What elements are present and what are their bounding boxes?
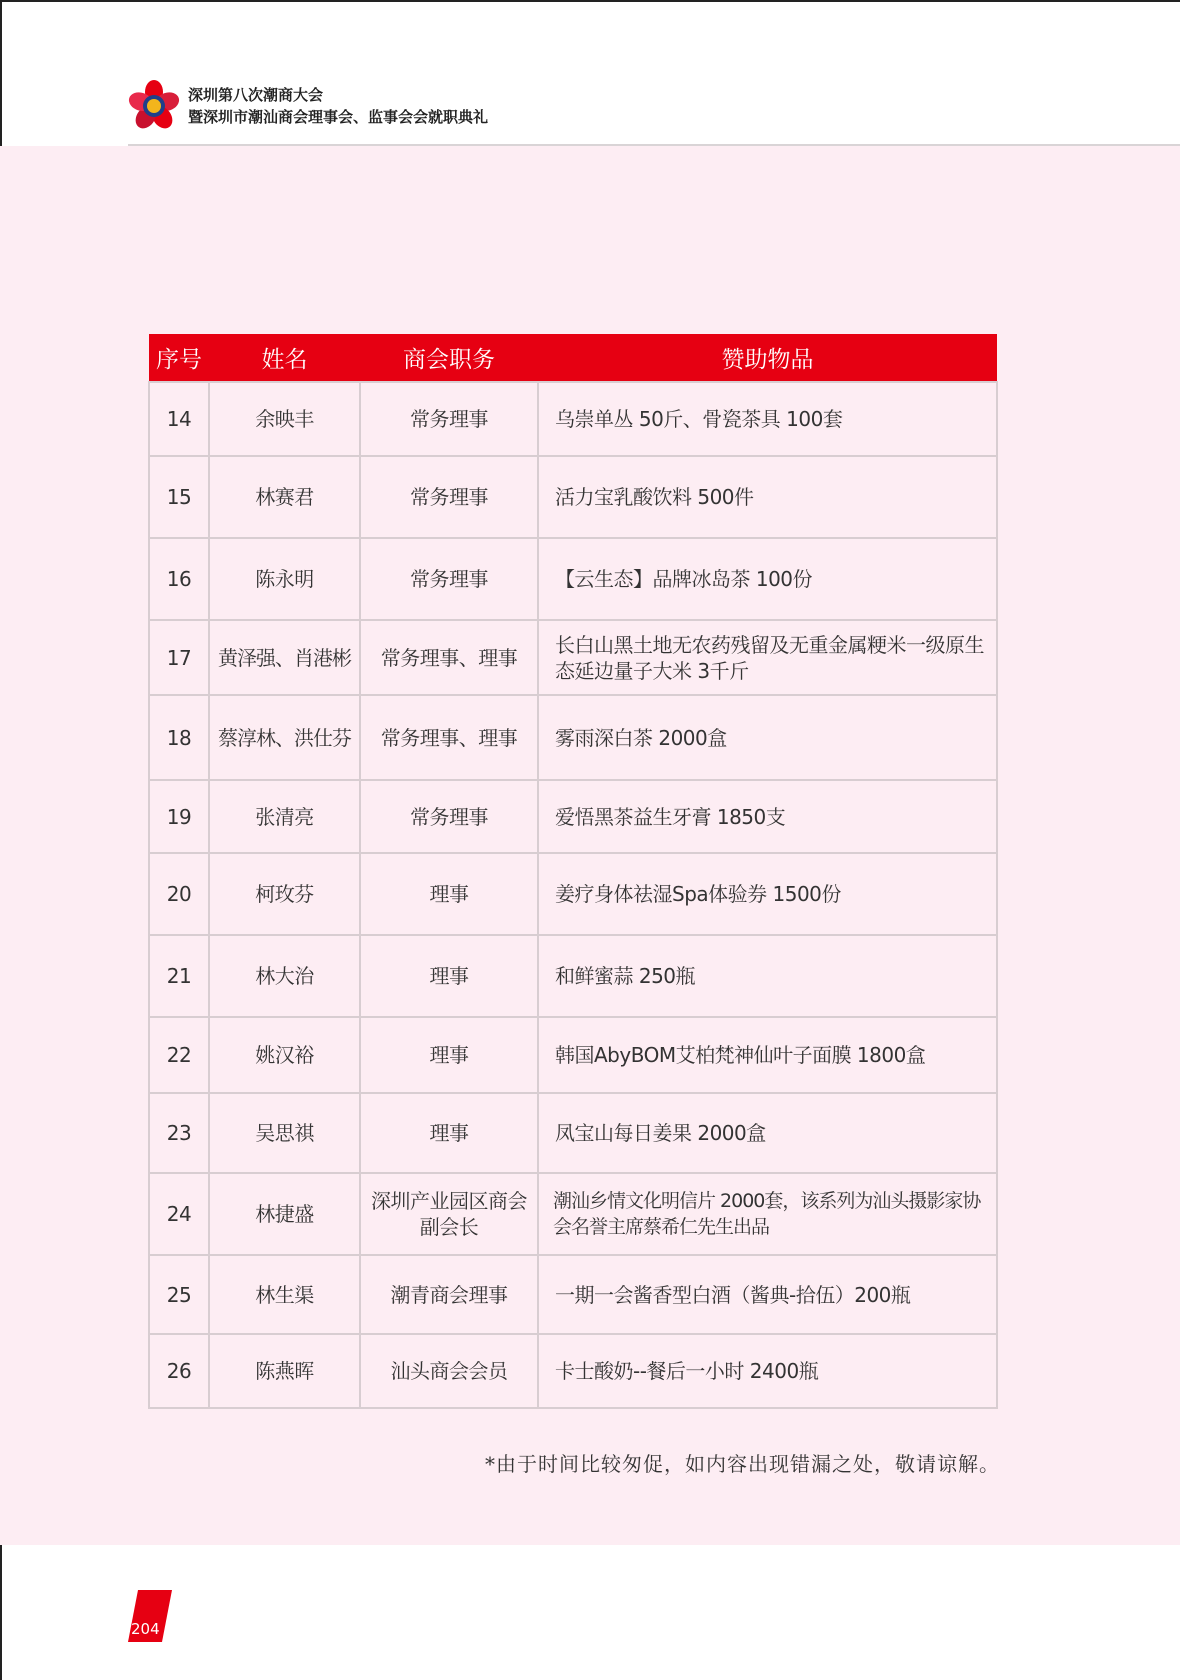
header-name: 姓名 bbox=[209, 334, 360, 382]
cell-item: 潮汕乡情文化明信片 2000套，该系列为汕头摄影家协会名誉主席蔡希仁先生出品 bbox=[538, 1173, 997, 1255]
cell-role: 常务理事 bbox=[360, 456, 538, 538]
table-row bbox=[149, 1173, 997, 1255]
sponsor-table-wrap bbox=[148, 334, 996, 1409]
cell-role: 深圳产业园区商会副会长 bbox=[360, 1173, 538, 1255]
cell-name: 陈燕晖 bbox=[209, 1334, 360, 1408]
cell-name: 余映丰 bbox=[209, 382, 360, 456]
cell-name: 姚汉裕 bbox=[209, 1017, 360, 1093]
cell-role: 潮青商会理事 bbox=[360, 1255, 538, 1334]
cell-role: 常务理事 bbox=[360, 382, 538, 456]
cell-role: 理事 bbox=[360, 935, 538, 1017]
cell-no: 15 bbox=[149, 456, 209, 538]
table-header-row bbox=[149, 334, 997, 382]
cell-item: 韩国AbyBOM艾柏梵神仙叶子面膜 1800盒 bbox=[538, 1017, 997, 1093]
cell-item: 活力宝乳酸饮料 500件 bbox=[538, 456, 997, 538]
cell-name: 陈永明 bbox=[209, 538, 360, 620]
table-row bbox=[149, 1017, 997, 1093]
table-row bbox=[149, 1093, 997, 1173]
page-edge-left-top bbox=[0, 0, 2, 146]
cell-role: 常务理事、理事 bbox=[360, 695, 538, 780]
cell-name: 林大治 bbox=[209, 935, 360, 1017]
cell-name: 蔡淳林、洪仕芬 bbox=[209, 695, 360, 780]
table-row bbox=[149, 456, 997, 538]
page-edge-top bbox=[0, 0, 1180, 2]
cell-no: 14 bbox=[149, 382, 209, 456]
header-title-line1: 深圳第八次潮商大会 bbox=[188, 86, 324, 104]
cell-item: 一期一会酱香型白酒（酱典-拾伍）200瓶 bbox=[538, 1255, 997, 1334]
cell-role: 汕头商会会员 bbox=[360, 1334, 538, 1408]
cell-item: 姜疗身体祛湿Spa体验券 1500份 bbox=[538, 853, 997, 935]
cell-name: 吴思祺 bbox=[209, 1093, 360, 1173]
cell-item: 卡士酸奶--餐后一小时 2400瓶 bbox=[538, 1334, 997, 1408]
cell-role: 常务理事 bbox=[360, 538, 538, 620]
cell-name: 张清亮 bbox=[209, 780, 360, 853]
cell-no: 17 bbox=[149, 620, 209, 695]
cell-role: 常务理事、理事 bbox=[360, 620, 538, 695]
cell-item: 凤宝山每日姜果 2000盒 bbox=[538, 1093, 997, 1173]
cell-name: 林捷盛 bbox=[209, 1173, 360, 1255]
cell-name: 柯玫芬 bbox=[209, 853, 360, 935]
header-item: 赞助物品 bbox=[538, 334, 997, 382]
cell-name: 黄泽强、肖港彬 bbox=[209, 620, 360, 695]
cell-item: 长白山黑土地无农药残留及无重金属粳米一级原生态延边量子大米 3千斤 bbox=[538, 620, 997, 695]
cell-no: 26 bbox=[149, 1334, 209, 1408]
flower-logo-icon bbox=[128, 80, 180, 132]
cell-no: 23 bbox=[149, 1093, 209, 1173]
page-header bbox=[128, 78, 488, 134]
cell-role: 理事 bbox=[360, 853, 538, 935]
header-title-line2: 暨深圳市潮汕商会理事会、监事会会就职典礼 bbox=[188, 108, 489, 126]
footnote: *由于时间比较匆促，如内容出现错漏之处，敬请谅解。 bbox=[485, 1452, 1000, 1476]
cell-item: 乌崇单丛 50斤、骨瓷茶具 100套 bbox=[538, 382, 997, 456]
header-role: 商会职务 bbox=[360, 334, 538, 382]
cell-no: 24 bbox=[149, 1173, 209, 1255]
cell-item: 雾雨深白茶 2000盒 bbox=[538, 695, 997, 780]
cell-item: 【云生态】品牌冰岛茶 100份 bbox=[538, 538, 997, 620]
table-row bbox=[149, 695, 997, 780]
header-no: 序号 bbox=[149, 334, 209, 382]
cell-name: 林赛君 bbox=[209, 456, 360, 538]
cell-no: 20 bbox=[149, 853, 209, 935]
cell-item: 爱悟黑茶益生牙膏 1850支 bbox=[538, 780, 997, 853]
sponsor-table bbox=[148, 334, 998, 1409]
cell-role: 理事 bbox=[360, 1093, 538, 1173]
cell-name: 林生渠 bbox=[209, 1255, 360, 1334]
table-row bbox=[149, 935, 997, 1017]
cell-role: 常务理事 bbox=[360, 780, 538, 853]
cell-no: 19 bbox=[149, 780, 209, 853]
cell-no: 25 bbox=[149, 1255, 209, 1334]
cell-no: 22 bbox=[149, 1017, 209, 1093]
table-row bbox=[149, 1334, 997, 1408]
page-edge-left-bottom bbox=[0, 1545, 2, 1680]
table-row bbox=[149, 382, 997, 456]
page-number: 204 bbox=[131, 1620, 160, 1638]
cell-no: 21 bbox=[149, 935, 209, 1017]
table-row bbox=[149, 780, 997, 853]
table-row bbox=[149, 1255, 997, 1334]
cell-no: 16 bbox=[149, 538, 209, 620]
cell-item: 和鲜蜜蒜 250瓶 bbox=[538, 935, 997, 1017]
cell-no: 18 bbox=[149, 695, 209, 780]
table-row bbox=[149, 620, 997, 695]
table-row bbox=[149, 853, 997, 935]
table-row bbox=[149, 538, 997, 620]
cell-role: 理事 bbox=[360, 1017, 538, 1093]
